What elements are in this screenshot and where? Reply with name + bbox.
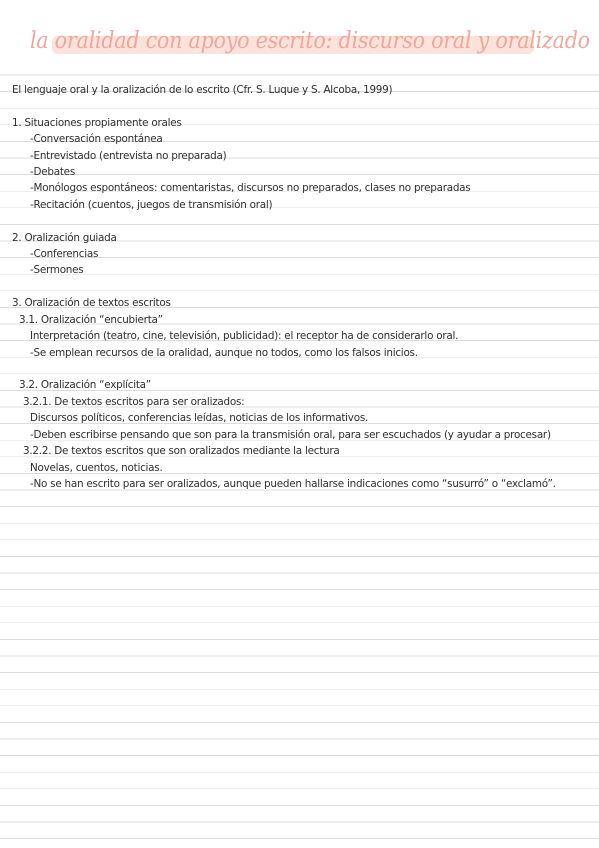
title-area xyxy=(0,0,599,66)
section-3-heading: 3. Oralización de textos escritos xyxy=(12,297,171,309)
section-1-item: -Debates xyxy=(30,166,75,178)
subsection-3-2-heading: 3.2. Oralización “explícita” xyxy=(19,379,151,391)
subsection-3-1-item: -Se emplean recursos de la oralidad, aunque no todos, como los falsos inicios. xyxy=(30,347,418,359)
subsection-3-1-heading: 3.1. Oralización “encubierta” xyxy=(19,314,163,326)
subsection-3-2-2-item: -No se han escrito para ser oralizados, aunque pueden hallarse indicaciones como “susurró” o “exclamó”. xyxy=(30,478,556,490)
intro-reference-line: El lenguaje oral y la oralización de lo escrito (Cfr. S. Luque y S. Alcoba, 1999) xyxy=(12,84,393,96)
subsection-3-2-2-heading: 3.2.2. De textos escritos que son oralizados mediante la lectura xyxy=(23,445,340,457)
subsection-3-2-2-item: Novelas, cuentos, noticias. xyxy=(30,462,163,474)
section-1-item: -Monólogos espontáneos: comentaristas, discursos no preparados, clases no preparadas xyxy=(30,182,471,194)
section-1-item: -Conversación espontánea xyxy=(30,133,163,145)
section-1-heading: 1. Situaciones propiamente orales xyxy=(12,117,182,129)
page-title: la oralidad con apoyo escrito: discurso oral y oralizado xyxy=(29,28,590,54)
section-2-item: -Conferencias xyxy=(30,248,99,260)
subsection-3-1-item: Interpretación (teatro, cine, televisión, publicidad): el receptor ha de considerarlo oral. xyxy=(30,330,459,342)
subsection-3-2-1-item: -Deben escribirse pensando que son para la transmisión oral, para ser escuchados (y ayudar a procesar) xyxy=(30,429,551,441)
section-2-heading: 2. Oralización guiada xyxy=(12,232,117,244)
section-2-item: -Sermones xyxy=(30,264,84,276)
subsection-3-2-1-heading: 3.2.1. De textos escritos para ser oralizados: xyxy=(23,396,245,408)
section-1-item: -Recitación (cuentos, juegos de transmisión oral) xyxy=(30,199,273,211)
section-1-item: -Entrevistado (entrevista no preparada) xyxy=(30,150,227,162)
subsection-3-2-1-item: Discursos políticos, conferencias leídas, noticias de los informativos. xyxy=(30,412,369,424)
